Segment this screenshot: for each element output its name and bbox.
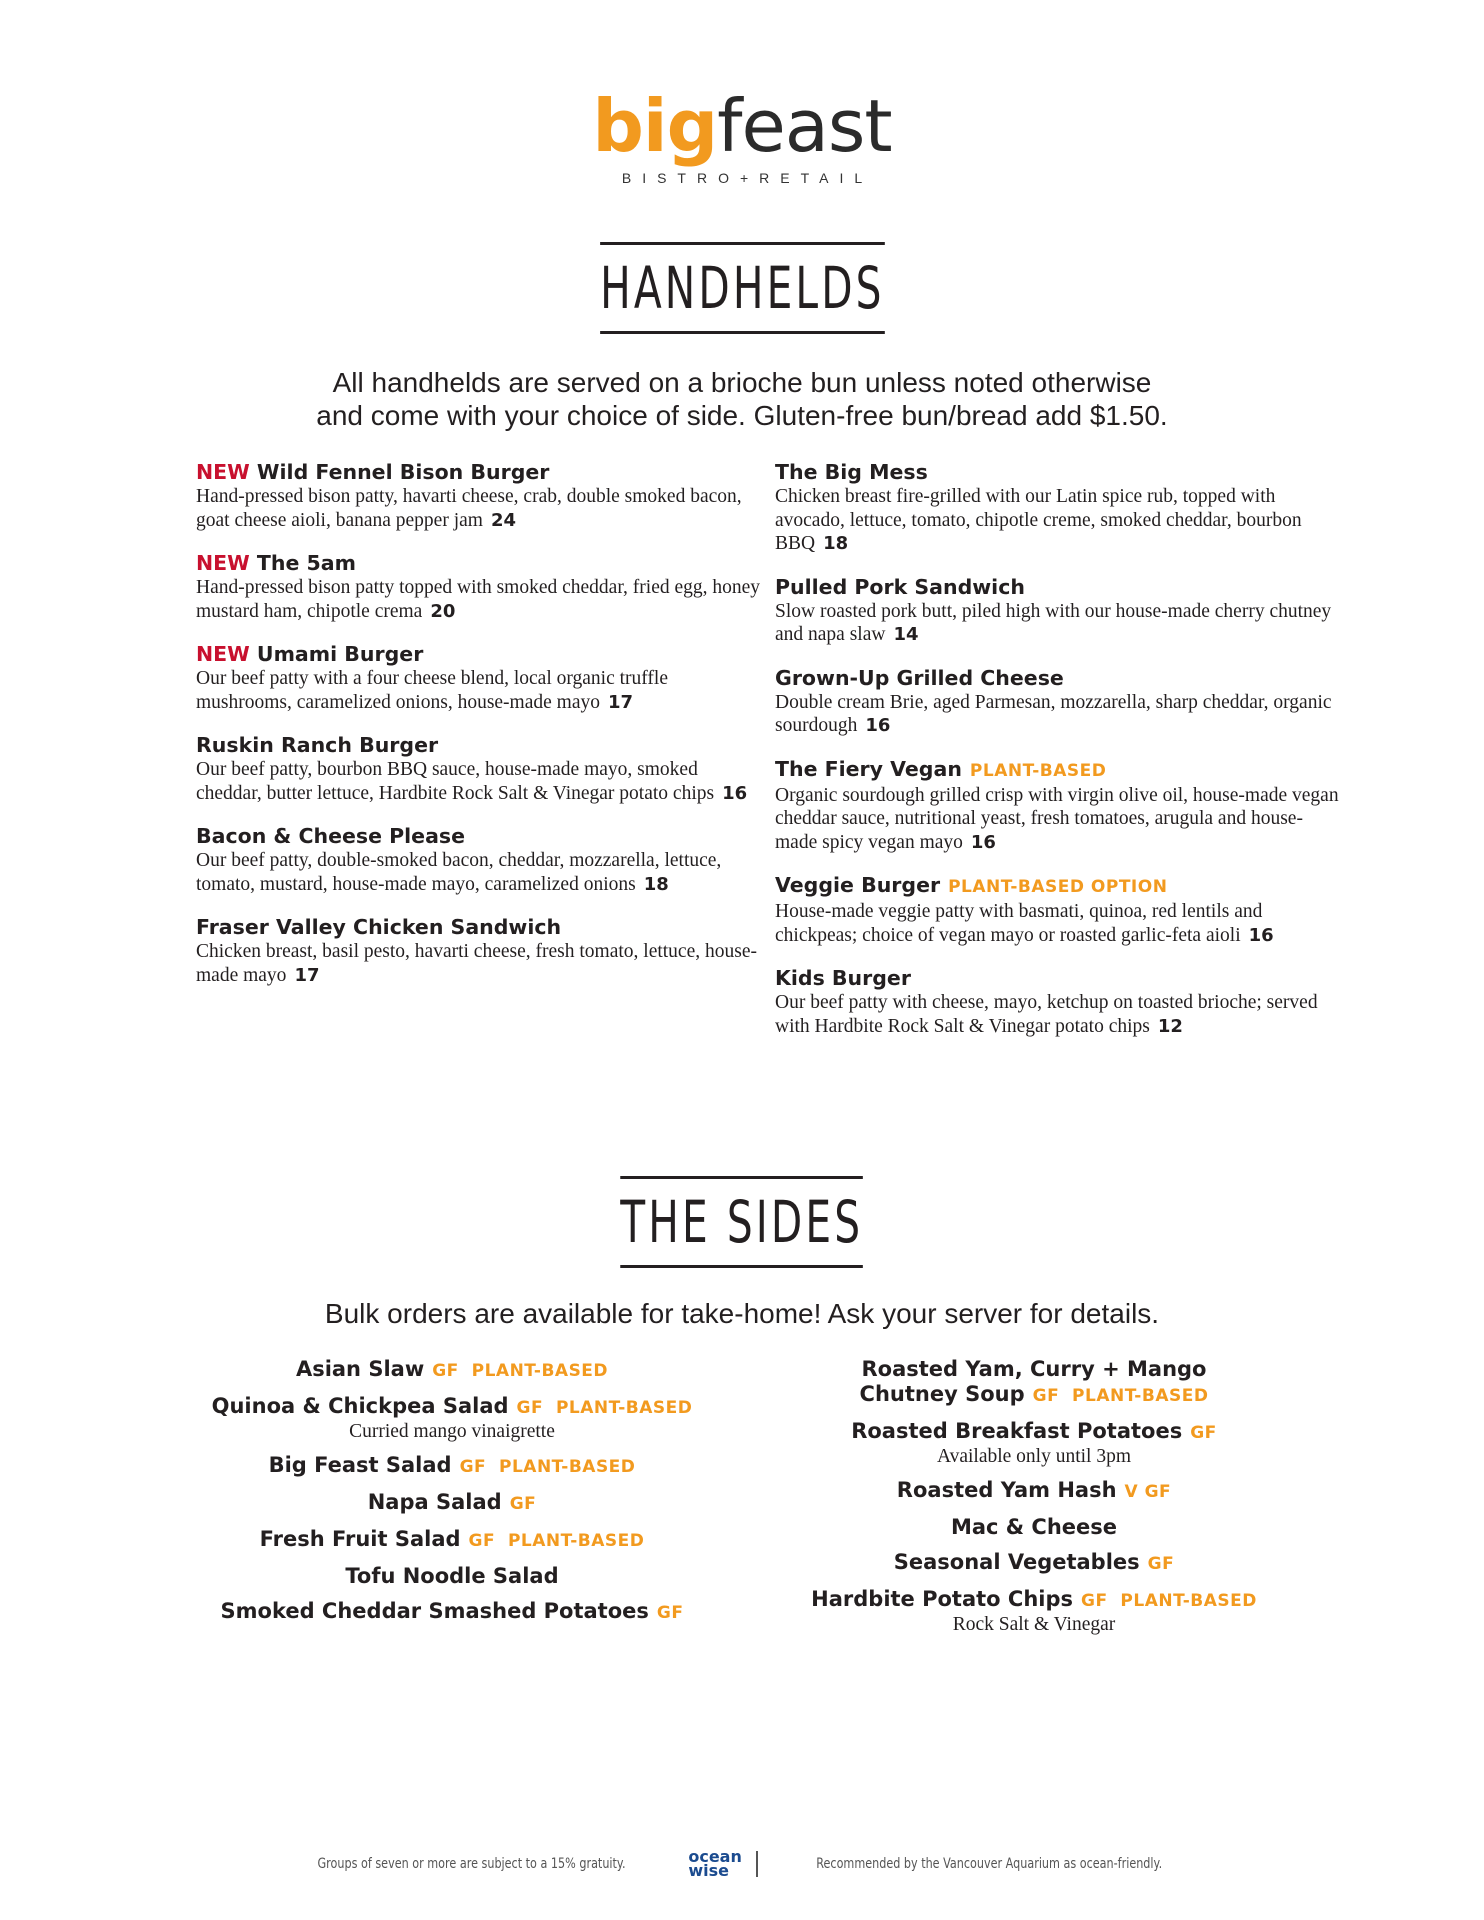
side-item-title <box>844 1357 1224 1409</box>
side-item-title <box>754 1419 1314 1446</box>
menu-item-description-text: Our beef patty with a four cheese blend, local organic truffle mushrooms, caramelized onions, house-made mayo <box>196 668 668 713</box>
menu-item-description <box>775 900 1345 947</box>
sides-right-column <box>754 1357 1314 1646</box>
menu-item-title <box>775 459 1345 485</box>
side-item <box>172 1394 732 1443</box>
menu-item-description-text: Slow roasted pork butt, piled high with our house-made cherry chutney and napa slaw <box>775 600 1332 645</box>
side-item-note: Curried mango vinaigrette <box>349 1421 555 1442</box>
menu-item-description-text: Organic sourdough grilled crisp with virgin olive oil, house-made vegan cheddar sauce, nutritional yeast, fresh tomatoes, arugula and house-made spicy vegan mayo <box>775 784 1339 853</box>
side-item <box>754 1515 1314 1540</box>
side-item <box>754 1478 1314 1505</box>
menu-item-price: 16 <box>865 715 891 736</box>
menu-item-title <box>196 914 766 940</box>
dietary-tags: GF PLANT-BASED <box>1081 1591 1257 1611</box>
brand-logo <box>0 86 1484 186</box>
menu-item-name: Umami Burger <box>256 642 424 666</box>
menu-item-description-text: Our beef patty, double-smoked bacon, cheddar, mozzarella, lettuce, tomato, mustard, house-made mayo, caramelized onions <box>196 850 722 895</box>
menu-item-description-text: Hand-pressed bison patty topped with smoked cheddar, fried egg, honey mustard ham, chipotle crema <box>196 577 761 622</box>
menu-item-price: 16 <box>1248 924 1274 946</box>
ocean-wise-logo-line1: ocean <box>688 1847 742 1866</box>
dietary-tags: GF PLANT-BASED <box>468 1531 645 1551</box>
menu-item-title <box>775 872 1345 900</box>
menu-item-price: 20 <box>430 600 456 622</box>
sides-heading <box>0 1176 1484 1268</box>
menu-item-name: The Fiery Vegan <box>775 756 962 781</box>
side-item <box>754 1550 1314 1577</box>
menu-item-name: Pulled Pork Sandwich <box>775 574 1025 599</box>
side-item-title <box>754 1587 1314 1614</box>
side-item <box>754 1357 1314 1409</box>
side-item-name: Quinoa & Chickpea Salad <box>211 1394 509 1418</box>
side-item <box>172 1527 732 1554</box>
dietary-tags: GF PLANT-BASED <box>459 1457 636 1477</box>
menu-item-description <box>196 940 766 987</box>
menu-item-price: 16 <box>970 831 996 853</box>
menu-item <box>775 965 1345 1038</box>
side-item-name: Smoked Cheddar Smashed Potatoes <box>220 1599 649 1623</box>
menu-item <box>196 459 766 532</box>
side-item <box>172 1453 732 1480</box>
menu-item-price: 12 <box>1157 1015 1183 1037</box>
side-item-name: Mac & Cheese <box>950 1515 1118 1539</box>
handhelds-intro-line2: and come with your choice of side. Gluten-free bun/bread add $1.50. <box>316 400 1168 431</box>
menu-item-description-text: House-made veggie patty with basmati, quinoa, red lentils and chickpeas; choice of vegan mayo or roasted garlic-feta aioli <box>775 901 1263 946</box>
menu-item-name: The Big Mess <box>775 460 928 484</box>
new-badge: NEW <box>196 551 250 575</box>
menu-item-description-text: Our beef patty with cheese, mayo, ketchup on toasted brioche; served with Hardbite Rock Salt & Vinegar potato chips <box>775 992 1318 1037</box>
menu-item <box>775 459 1345 556</box>
menu-item <box>196 914 766 987</box>
menu-item-price: 17 <box>607 691 634 713</box>
dietary-tags: GF <box>656 1603 684 1623</box>
menu-item-description <box>196 758 766 805</box>
side-item <box>172 1599 732 1626</box>
brand-name-first: big <box>592 84 718 168</box>
side-item-note: Rock Salt & Vinegar <box>952 1614 1116 1635</box>
side-item-title <box>172 1453 732 1480</box>
side-item-name: Tofu Noodle Salad <box>345 1564 559 1588</box>
menu-item-description-text: Hand-pressed bison patty, havarti cheese, crab, double smoked bacon, goat cheese aioli, banana pepper jam <box>196 486 742 531</box>
sides-intro: Bulk orders are available for take-home! Ask your server for details. <box>324 1298 1160 1329</box>
menu-item-name: Grown-Up Grilled Cheese <box>775 665 1064 690</box>
menu-item-title <box>196 641 766 667</box>
dietary-tags: GF <box>1147 1554 1175 1574</box>
side-item-title <box>754 1550 1314 1577</box>
side-item <box>172 1357 732 1384</box>
side-item-name: Roasted Breakfast Potatoes <box>851 1419 1183 1443</box>
dietary-tags: GF <box>509 1494 537 1514</box>
menu-item-name: Wild Fennel Bison Burger <box>256 460 550 484</box>
menu-item-title <box>775 574 1345 600</box>
menu-item-title <box>196 550 766 576</box>
menu-item-description <box>196 667 766 714</box>
menu-item-description-text: Our beef patty, bourbon BBQ sauce, house-made mayo, smoked cheddar, butter lettuce, Hardbite Rock Salt & Vinegar potato chips <box>196 759 715 804</box>
side-item-note: Available only until 3pm <box>936 1446 1132 1467</box>
menu-item-price: 18 <box>643 873 669 895</box>
menu-item <box>196 732 766 805</box>
handhelds-heading <box>0 242 1484 334</box>
brand-tagline: BISTRO+RETAIL <box>621 170 874 186</box>
side-item-title <box>172 1357 732 1384</box>
menu-item-price: 18 <box>823 533 849 554</box>
side-item-title <box>754 1515 1314 1540</box>
menu-item-title <box>775 965 1345 991</box>
menu-item-name: Bacon & Cheese Please <box>196 824 466 848</box>
dietary-tags: GF PLANT-BASED <box>1032 1386 1209 1406</box>
menu-item-description-text: Chicken breast, basil pesto, havarti cheese, fresh tomato, lettuce, house-made mayo <box>196 941 757 986</box>
menu-item-price: 14 <box>893 624 919 645</box>
gratuity-note: Groups of seven or more are subject to a 15% gratuity. <box>317 1856 626 1872</box>
sides-left-column <box>172 1357 732 1636</box>
side-item <box>754 1587 1314 1636</box>
ocean-wise-logo <box>688 1847 742 1880</box>
menu-item <box>775 574 1345 647</box>
handhelds-title: HANDHELDS <box>600 242 885 334</box>
side-item-name: Hardbite Potato Chips <box>811 1587 1074 1611</box>
side-item-title <box>754 1478 1314 1505</box>
side-item-name: Napa Salad <box>367 1490 502 1514</box>
dietary-tags: V GF <box>1124 1482 1172 1502</box>
menu-item-description <box>775 600 1345 647</box>
menu-item-title <box>196 459 766 485</box>
menu-item-description <box>775 485 1345 556</box>
new-badge: NEW <box>196 642 250 666</box>
menu-item-title <box>775 756 1345 784</box>
menu-item <box>196 823 766 896</box>
menu-item <box>196 641 766 714</box>
side-item-title <box>172 1394 732 1421</box>
side-item-name: Fresh Fruit Salad <box>259 1527 461 1551</box>
footer-divider <box>756 1851 758 1877</box>
dietary-tags: GF <box>1190 1423 1217 1443</box>
dietary-tag: PLANT-BASED <box>969 760 1107 781</box>
dietary-tags: GF PLANT-BASED <box>516 1398 693 1418</box>
new-badge: NEW <box>196 460 250 484</box>
menu-item-description-text: Double cream Brie, aged Parmesan, mozzarella, sharp cheddar, organic sourdough <box>775 691 1332 736</box>
ocean-wise-note: Recommended by the Vancouver Aquarium as ocean-friendly. <box>816 1856 1162 1872</box>
menu-item <box>775 872 1345 947</box>
side-item <box>754 1419 1314 1468</box>
menu-item-name: The 5am <box>256 551 356 575</box>
menu-item-name: Fraser Valley Chicken Sandwich <box>196 915 562 939</box>
dietary-tag: PLANT-BASED OPTION <box>948 877 1168 897</box>
side-item <box>172 1564 732 1589</box>
menu-item-description <box>196 576 766 623</box>
side-item <box>172 1490 732 1517</box>
menu-item-description-text: Chicken breast fire-grilled with our Latin spice rub, topped with avocado, lettuce, tomato, chipotle creme, smoked cheddar, bourbon BBQ <box>775 486 1302 554</box>
menu-item-name: Kids Burger <box>775 966 911 990</box>
side-item-name: Roasted Yam Hash <box>896 1478 1117 1502</box>
handhelds-intro-line1: All handhelds are served on a brioche bun unless noted otherwise <box>332 367 1152 398</box>
side-item-name: Seasonal Vegetables <box>893 1550 1140 1574</box>
side-item-name: Big Feast Salad <box>268 1453 452 1477</box>
menu-item-title <box>775 665 1345 691</box>
menu-item-description <box>775 691 1345 738</box>
sides-title: THE SIDES <box>621 1176 864 1268</box>
menu-item <box>775 665 1345 738</box>
menu-item-name: Ruskin Ranch Burger <box>196 733 439 757</box>
menu-item <box>196 550 766 623</box>
handhelds-left-column <box>196 459 766 1005</box>
menu-item <box>775 756 1345 855</box>
menu-item-name: Veggie Burger <box>775 873 941 897</box>
menu-item-description <box>775 991 1345 1038</box>
side-item-name: Roasted Yam, Curry + Mango Chutney Soup <box>859 1357 1207 1406</box>
footer <box>0 1847 1484 1880</box>
side-item-title <box>172 1599 732 1626</box>
side-item-title <box>172 1564 732 1589</box>
menu-item-title <box>196 823 766 849</box>
menu-item-description <box>196 485 766 532</box>
menu-item-title <box>196 732 766 758</box>
menu-item-description <box>196 849 766 896</box>
handhelds-intro <box>0 366 1484 432</box>
side-item-name: Asian Slaw <box>295 1357 425 1381</box>
brand-name-second: feast <box>717 84 892 168</box>
menu-item-price: 17 <box>294 964 320 986</box>
brand-wordmark <box>0 86 1484 166</box>
side-item-title <box>172 1527 732 1554</box>
menu-item-price: 24 <box>490 509 517 531</box>
side-item-title <box>172 1490 732 1517</box>
menu-item-description <box>775 784 1345 855</box>
ocean-wise-logo-line2: wise <box>688 1861 729 1880</box>
dietary-tags: GF PLANT-BASED <box>432 1361 609 1381</box>
handhelds-right-column <box>775 459 1345 1056</box>
menu-item-price: 16 <box>722 782 748 804</box>
